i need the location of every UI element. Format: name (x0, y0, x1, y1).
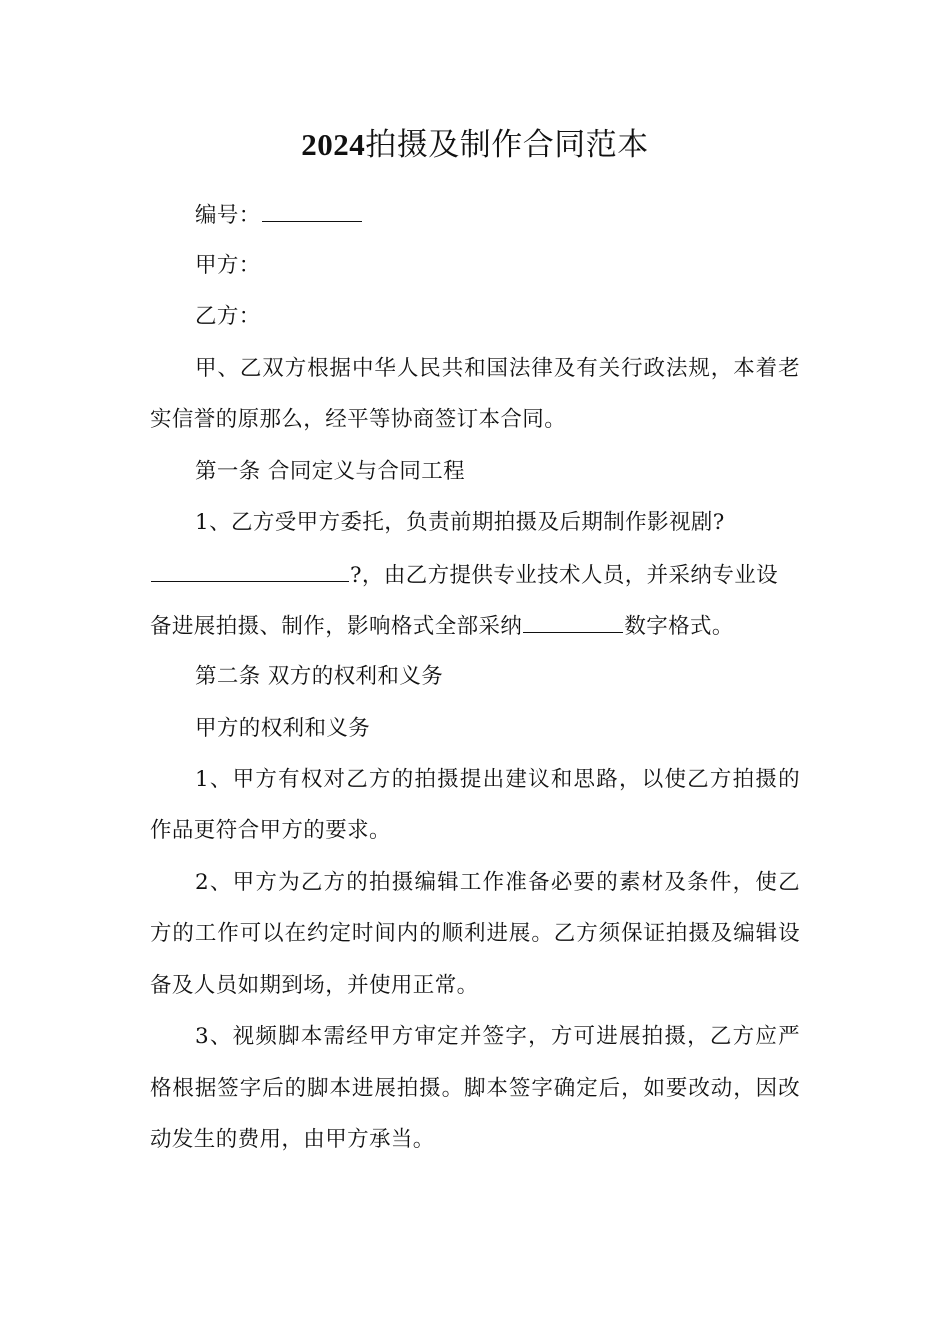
preamble-line-1: 甲、乙双方根据中华人民共和国法律及有关行政法规，本着老 (195, 356, 800, 381)
a-item-3-line-2: 格根据签字后的脚本进展拍摄。脚本签字确定后，如要改动，因改 (150, 1076, 800, 1101)
article-1-item-1-line-3-head: 备进展拍摄、制作，影响格式全部采纳 (150, 614, 523, 639)
article-1-item-1-line-2-text: ?，由乙方提供专业技术人员，并采纳专业设 (350, 563, 779, 588)
work-title-blank (151, 559, 349, 582)
title-text: 拍摄及制作合同范本 (365, 127, 649, 163)
a-item-3-line-3: 动发生的费用，由甲方承当。 (150, 1127, 435, 1152)
a-item-2-line-3: 备及人员如期到场，并使用正常。 (150, 973, 479, 998)
a-item-1-line-1: 1、甲方有权对乙方的拍摄提出建议和思路，以使乙方拍摄的 (195, 767, 800, 792)
article-1-item-1-line-3-tail: 数字格式。 (624, 614, 734, 639)
serial-number-line (150, 199, 800, 231)
article-1-item-1-line-2 (150, 559, 800, 591)
article-2-heading: 第二条 双方的权利和义务 (195, 664, 444, 689)
article-1-item-1-line-1: 1、乙方受甲方委托，负责前期拍摄及后期制作影视剧? (195, 510, 725, 535)
preamble-line-2: 实信誉的原那么，经平等协商签订本合同。 (150, 407, 567, 432)
serial-label: 编号： (195, 203, 261, 228)
article-1-heading: 第一条 合同定义与合同工程 (195, 459, 466, 484)
title-year: 2024 (301, 127, 366, 162)
party-b-line (150, 301, 800, 333)
serial-blank (262, 199, 362, 222)
a-item-2-line-1: 2、甲方为乙方的拍摄编辑工作准备必要的素材及条件，使乙 (195, 870, 800, 895)
document-title (150, 123, 800, 167)
party-a-line (150, 250, 800, 282)
party-a-rights-heading: 甲方的权利和义务 (195, 716, 371, 741)
party-a-label: 甲方： (195, 253, 261, 278)
a-item-2-line-2: 方的工作可以在约定时间内的顺利进展。乙方须保证拍摄及编辑设 (150, 921, 800, 946)
article-1-item-1-line-3 (150, 610, 800, 642)
a-item-3-line-1: 3、视频脚本需经甲方审定并签字，方可进展拍摄，乙方应严 (195, 1024, 800, 1049)
format-blank (523, 610, 623, 633)
a-item-1-line-2: 作品更符合甲方的要求。 (150, 818, 391, 843)
party-b-label: 乙方： (195, 304, 261, 329)
